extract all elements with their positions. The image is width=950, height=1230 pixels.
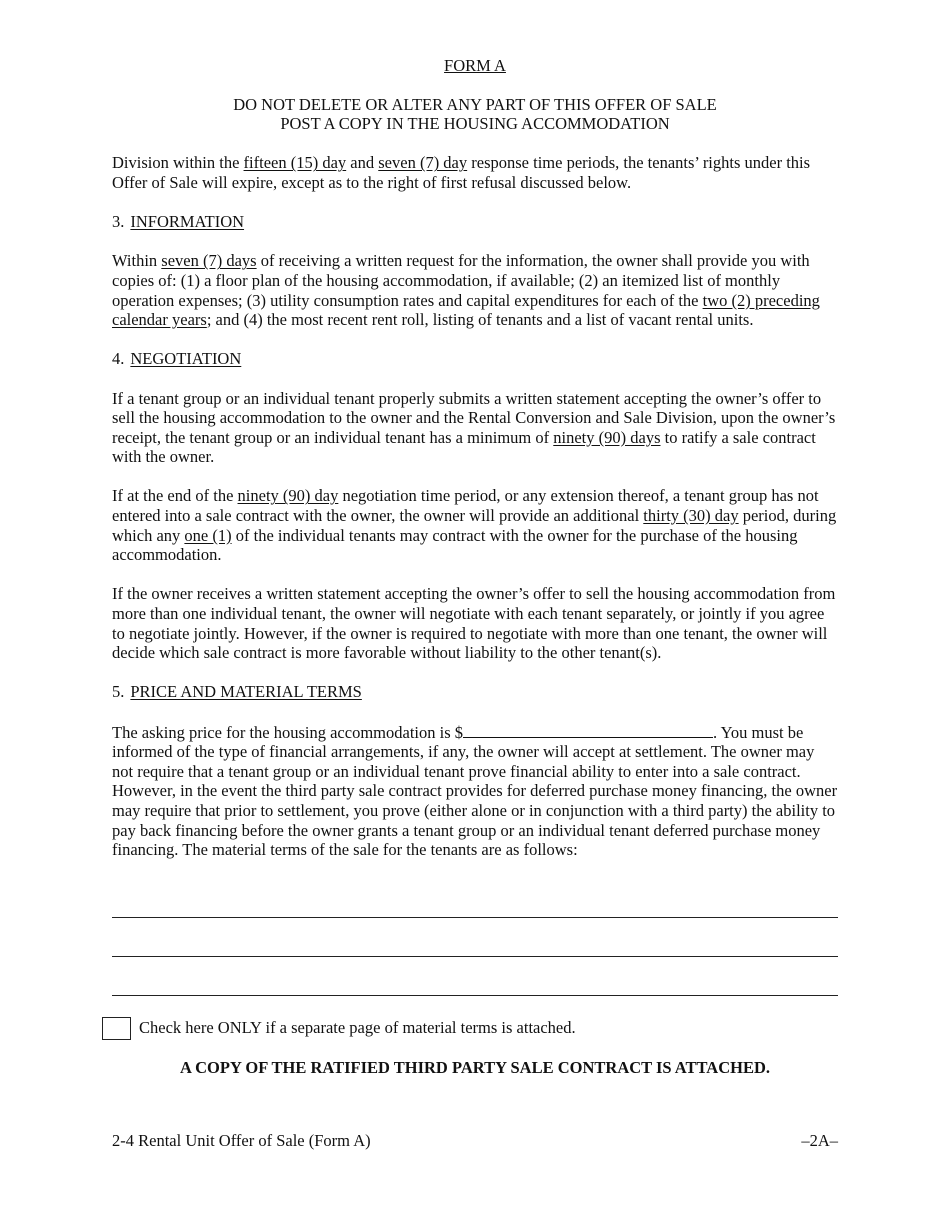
section-4-paragraph-1 [112,389,838,467]
s4p2-one: one (1) [184,525,232,545]
warning-line-2: POST A COPY IN THE HOUSING ACCOMMODATION [280,114,670,134]
section-4-number: 4. [112,349,125,369]
section-3-number: 3. [112,212,125,232]
footer-page-number: –2A– [801,1131,838,1150]
s5-text-2: . You must be informed of the type of financial arrangements, if any, the owner will accept at settlement. The owner may not require that a tenant group or an individual tenant prove financial ability to enter into a sale contract. However, in the event the third party sale contract provides for deferred purchase money financing, the owner may require that prior to settlement, you prove (either alone or in conjunction with a third party) the ability to pay back financing before the owner grants a tenant group or an individual tenant deferred purchase money financing. The material terms of the sale for the tenants are as follows: [112,722,838,860]
section-3-heading [112,212,838,232]
intro-text-1: Division within the [112,153,244,173]
s4p2-ninety-day: ninety (90) day [237,486,339,506]
section-4-paragraph-3: If the owner receives a written statement accepting the owner’s offer to sell the housing accommodation from more than one individual tenant, the owner will negotiate with each tenant separately, or jointly if you agree to negotiate jointly. However, if the owner is required to negotiate with more than one tenant, the owner will decide which sale contract is more favorable without liability to the other tenant(s). [112,584,836,663]
s3-seven-days: seven (7) days [161,251,257,271]
s4p2-text-1: If at the end of the [112,486,238,506]
section-5-title: PRICE AND MATERIAL TERMS [130,682,362,702]
s3-text-3: ; and (4) the most recent rent roll, listing of tenants and a list of vacant rental units. [206,310,754,330]
material-terms-line-1[interactable] [112,917,838,918]
intro-seven-day: seven (7) day [378,153,468,173]
intro-text-2: and [346,153,379,173]
intro-fifteen-day: fifteen (15) day [243,153,347,173]
warning-line-1: DO NOT DELETE OR ALTER ANY PART OF THIS OFFER OF SALE [233,94,717,114]
s4p1-text-1: If a tenant group or an individual tenant properly submits a written statement accepting the owner’s offer to sell the housing accommodation to the owner and the Rental Conversion and Sale Division, upon the owner’s receipt, the tenant group or an individual tenant has a minimum of [112,388,836,447]
s5-text-1: The asking price for the housing accommodation is $ [112,722,463,742]
material-terms-line-2[interactable] [112,956,838,957]
s3-text-2: of receiving a written request for the information, the owner shall provide you with copies of: (1) a floor plan of the housing accommodation, if available; (2) an itemized list of monthly operation expenses; (3) utility consumption rates and capital expenditures for each of the [112,251,810,310]
intro-paragraph [112,153,838,192]
s4p2-text-4: of the individual tenants may contract with the owner for the purchase of the housing accommodation. [112,525,798,565]
s4p2-text-2: negotiation time period, or any extension thereof, a tenant group has not entered into a sale contract with the owner, the owner will provide an additional [112,486,819,526]
section-3-title: INFORMATION [130,212,245,232]
s4p1-text-2: to ratify a sale contract with the owner. [112,427,816,467]
section-5-number: 5. [112,682,125,702]
warning-notice [112,95,838,134]
material-terms-line-3[interactable] [112,995,838,996]
section-5-paragraph [112,722,838,860]
document-body [112,56,838,860]
s3-two-years: two (2) preceding calendar years [112,290,820,330]
section-4-heading [112,349,838,369]
footer-form-name: 2-4 Rental Unit Offer of Sale (Form A) [112,1131,371,1150]
asking-price-blank[interactable] [463,722,713,738]
s3-text-1: Within [112,251,162,271]
separate-page-checkbox[interactable] [102,1017,131,1040]
s4p2-thirty-day: thirty (30) day [643,506,739,526]
section-5-heading [112,682,838,702]
form-title: FORM A [444,56,506,75]
attached-contract-notice: A COPY OF THE RATIFIED THIRD PARTY SALE CONTRACT IS ATTACHED. [179,1058,770,1077]
s4p2-text-3: period, during which any [112,506,837,545]
section-3-paragraph [112,251,838,329]
intro-text-3: response time periods, the tenants’ rights under this Offer of Sale will expire, except as to the right of first refusal discussed below. [112,153,811,192]
section-4-paragraph-2 [112,486,838,564]
checkbox-label: Check here ONLY if a separate page of material terms is attached. [139,1018,576,1037]
section-4-title: NEGOTIATION [130,349,242,369]
s4p1-ninety-days: ninety (90) days [553,427,661,447]
